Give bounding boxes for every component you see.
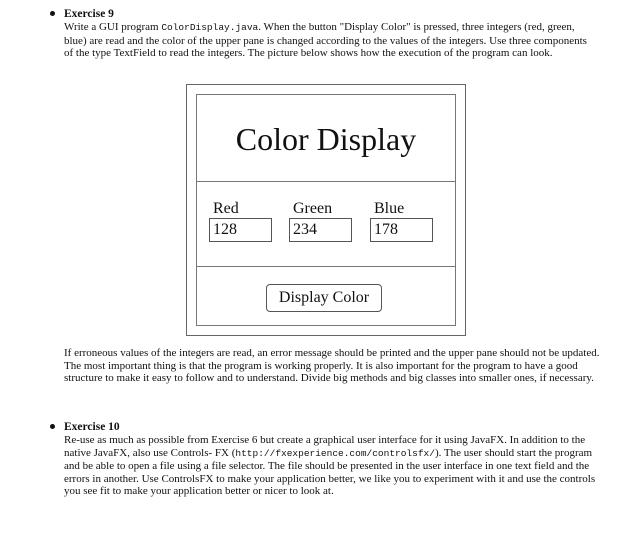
red-input[interactable]: 128 bbox=[209, 218, 272, 242]
blue-field-group bbox=[370, 200, 432, 242]
input-pane bbox=[197, 182, 455, 267]
exercise-9-text-pre: Write a GUI program bbox=[64, 21, 162, 33]
display-color-button[interactable]: Display Color bbox=[266, 284, 382, 312]
bullet-icon bbox=[50, 11, 55, 16]
exercise-9-description bbox=[64, 21, 594, 60]
green-input[interactable]: 234 bbox=[289, 218, 352, 242]
blue-label: Blue bbox=[374, 200, 405, 217]
button-pane bbox=[197, 267, 455, 325]
exercise-9-title: Exercise 9 bbox=[64, 8, 114, 20]
exercise-9-code: ColorDisplay.java bbox=[161, 22, 259, 33]
green-field-group bbox=[289, 200, 351, 242]
red-label: Red bbox=[213, 200, 239, 217]
color-display-window bbox=[186, 84, 466, 336]
blue-input[interactable]: 178 bbox=[370, 218, 433, 242]
exercise-10-title: Exercise 10 bbox=[64, 421, 120, 433]
exercise-10-text-pre: Re-use as much as possible from Exercise 6 but create a graphical user interface for it using JavaFX. In addition to the native JavaFX, also use Controls- FX ( bbox=[64, 434, 586, 459]
exercise-10-text-post: ). The user should start the program and be able to open a file using a file selector. The file should be presented in the user interface in one text field and the errors in another. Use ControlsFX to make your application better, we like you to experiment with it and use the controls you see fit to make your application better or nicer to look at. bbox=[64, 446, 596, 498]
window-title: Color Display bbox=[235, 120, 417, 157]
bullet-icon bbox=[50, 424, 55, 429]
exercise-10-description bbox=[64, 434, 609, 498]
window-content bbox=[196, 94, 456, 326]
exercise-9-error-handling-text: If erroneous values of the integers are read, an error message should be printed and the upper pane should not be updated. The most important thing is that the program is working properly. It is also important for the program to have a good structure to make it easy to follow and to understand. Divide big methods and big classes into smaller ones, if necessary. bbox=[64, 347, 600, 385]
exercise-9-text-post: . When the button "Display Color" is pressed, three integers (red, green, blue) are read and the color of the upper pane is changed according to the values of the integers. Use three components of the type TextField to read the integers. The picture below shows how the execution of the program can look. bbox=[64, 21, 587, 60]
controlsfx-url: http://fxexperience.com/controlsfx/ bbox=[235, 447, 435, 459]
red-field-group bbox=[209, 200, 271, 242]
green-label: Green bbox=[293, 200, 333, 217]
color-preview-pane bbox=[197, 95, 455, 182]
